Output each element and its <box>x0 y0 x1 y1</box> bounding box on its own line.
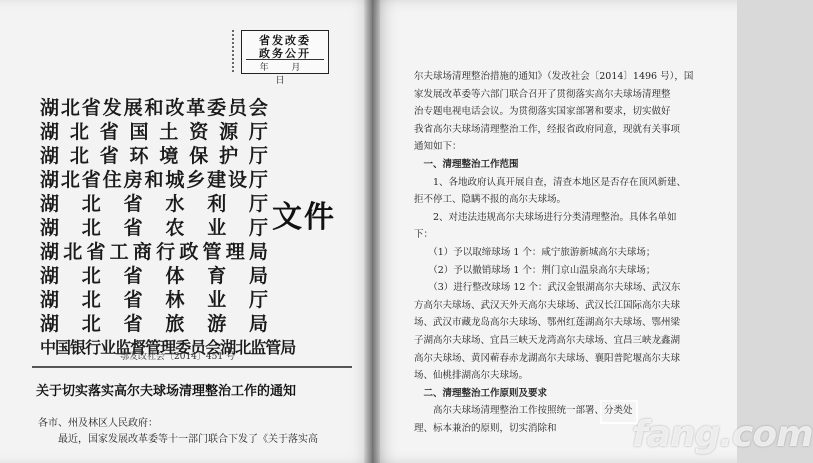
body-line: （1）予以取缔球场 1 个：咸宁旅游新城高尔夫球场； <box>414 246 656 258</box>
section-heading: 二、清理整治工作原则及要求 <box>414 387 548 399</box>
addressee: 各市、州及林区人民政府： <box>38 418 158 429</box>
body-line: （3）进行整改球场 12 个：武汉金银湖高尔夫球场、武汉东 <box>414 282 681 294</box>
publicity-stamp <box>241 30 329 86</box>
body-line: 治专题电视电话会议。为贯彻落实国家部署和要求，切实做好 <box>414 106 671 118</box>
body-line: 尔夫球场清理整治措施的通知》（发改社会〔2014〕1496 号），国 <box>414 71 694 82</box>
body-line: 我省高尔夫球场清理整治工作，经报省政府同意，现就有关事项 <box>414 123 681 135</box>
department-name: 湖 北 省 农 业 厅 <box>40 217 268 239</box>
stamp-line-1: 省发改委 <box>259 34 311 47</box>
department-name: 湖 北 省 体 育 局 <box>40 265 268 287</box>
body-line: 方高尔夫球场、武汉天外天高尔夫球场、武汉长江国际高尔夫球 <box>414 299 681 311</box>
body-line: 场、武汉市藏龙岛高尔夫球场、鄂州红莲湖高尔夫球场、鄂州梁 <box>414 317 681 329</box>
department-name: 湖 北 省 国 土 资 源 厅 <box>40 121 268 143</box>
watermark: fang.com <box>632 414 813 455</box>
body-line: （2）予以撤销球场 1 个：荆门京山温泉高尔夫球场； <box>414 264 656 276</box>
stamp-perforation <box>232 30 240 72</box>
body-line: 2、对违法违规高尔夫球场进行分类清理整治。具体名单如 <box>414 211 677 223</box>
department-name: 湖 北 省 环 境 保 护 厅 <box>40 145 268 167</box>
body-line: 高尔夫球场、黄冈蕲春赤龙湖高尔夫球场、襄阳普陀堰高尔夫球 <box>414 352 681 364</box>
section-heading: 一、清理整治工作范围 <box>414 158 519 170</box>
department-name: 湖 北 省 水 利 厅 <box>40 193 268 215</box>
department-name: 中 国 银 行 业 监 督 管 理 委 员 会 湖 北 监 管 局 <box>40 338 296 357</box>
body-line: 理、标本兼治的原则，切实消除和 <box>414 422 557 434</box>
title-divider <box>32 366 352 368</box>
document-number: 鄂发改社会〔2014〕451 号 <box>120 352 235 362</box>
body-line: 场、仙桃排湖高尔夫球场。 <box>414 370 529 382</box>
document-title: 关于切实落实高尔夫球场清理整治工作的通知 <box>36 384 297 399</box>
department-name: 湖 北 省 旅 游 局 <box>40 313 268 335</box>
document-label: 文件 <box>272 200 336 235</box>
body-line: 高尔夫球场清理整治工作按照统一部署、分类处 <box>414 405 633 417</box>
body-line: 通知如下： <box>414 141 462 153</box>
stamp-date: 年 月 日 <box>259 63 311 86</box>
body-line: 最近，国家发展改革委等十一部门联合下发了《关于落实高 <box>58 434 318 445</box>
page-gutter <box>364 0 380 463</box>
issuing-departments <box>40 96 296 360</box>
stamp-line-2: 政务公开 <box>246 45 324 60</box>
body-line: 家发展改革委等六部门联合召开了贯彻落实高尔夫球场清理整 <box>414 88 671 100</box>
body-line: 下： <box>414 229 434 241</box>
right-page-body <box>414 68 732 437</box>
body-line: 拒不停工、隐瞒不报的高尔夫球场。 <box>414 194 567 206</box>
body-line: 子湖高尔夫球场、宜昌三峡天龙湾高尔夫球场、宜昌三峡龙鑫湖 <box>414 334 681 346</box>
department-name: 湖 北 省 住 房 和 城 乡 建 设 厅 <box>40 169 268 191</box>
department-name: 湖 北 省 工 商 行 政 管 理 局 <box>40 241 268 263</box>
department-name: 湖 北 省 发 展 和 改 革 委 员 会 <box>40 97 268 119</box>
department-name: 湖 北 省 林 业 厅 <box>40 289 268 311</box>
body-line: 1、各地政府认真开展自查，清查本地区是否存在顶风新建、 <box>414 176 687 188</box>
